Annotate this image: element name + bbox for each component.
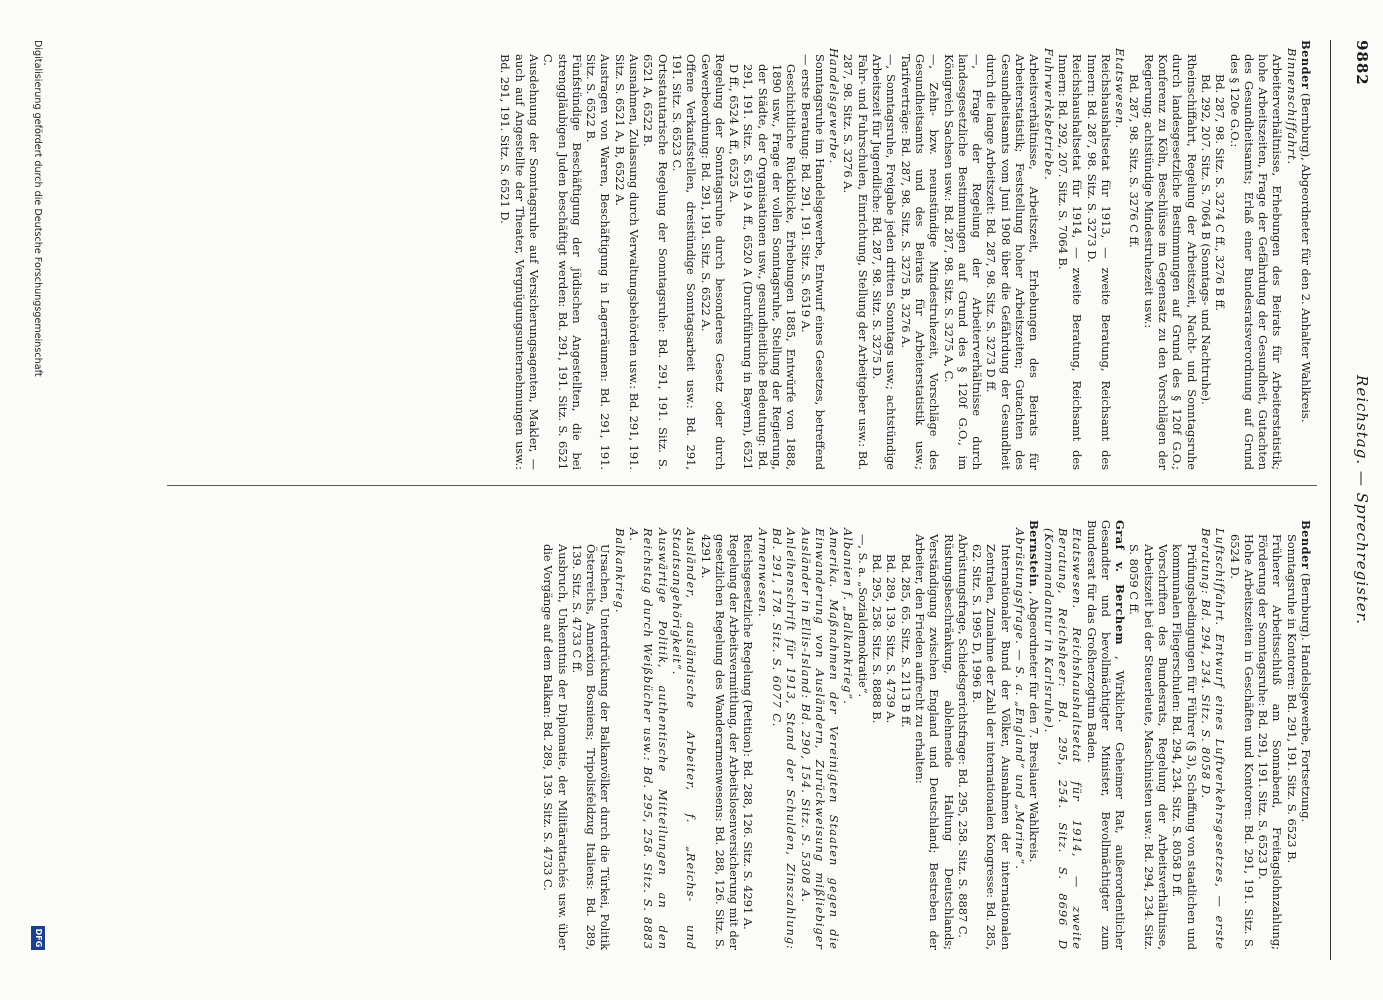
left-column [83,40,1313,470]
index-entry [541,40,584,470]
index-entry [984,40,1041,470]
entry-text: Austragen von Waren, Beschäftigung in Lagerräumen: Bd. 291, 191. Sitz. S. 6522 B. [584,54,613,470]
index-entry [741,520,755,950]
index-entry [1127,520,1170,950]
subject-heading [627,520,670,950]
entry-text: Reichsgesetzliche Regelung (Petition): Bd. 288, 126. Sitz. S. 4291 A. [741,534,756,930]
entry-heading [1027,520,1041,950]
entry-text: Abrüstungsfrage, Schiedsgerichtsfrage: Bd. 295, 258. Sitz. S. 8887 C. [955,534,970,938]
entry-text: Ausdehnung der Sonntagsruhe auf Versicherungsagenten, Makler, — auch auf Angestellte der Theater, Vergnügungsunternehmungen usw.: Bd. 291, 191. Sitz. S. 6521 D. [498,54,541,470]
index-entry [698,520,741,950]
entry-text: Binnenschiffahrt. [1284,48,1299,166]
index-entry [898,520,912,950]
entry-text: Handelsgewerbe. [827,48,842,165]
dfg-logo: DFG [31,926,45,950]
entry-text: —, S. a. „Sozialdemokratie“. [855,534,870,698]
subject-heading [770,520,799,950]
subject-heading [1113,40,1127,470]
index-entry [1227,40,1284,470]
index-entry [1056,40,1085,470]
subject-heading [670,520,699,950]
entry-text: Anleihenschrift für 1913, Stand der Schulden, Zinszahlung: Bd. 291, 178. Sitz. S. 6077 C. [770,528,799,950]
entry-text: Bd. 285, 65. Sitz. S. 2113 B ff. [898,554,913,728]
entry-text: Rheinschiffahrt, Regelung der Arbeitszeit, Nacht- und Sonntagsruhe durch landesgesetzliche Bestimmungen auf Grund des § 120f G.O.; Konferenz zu Köln, Beschlüsse im Gegensatz zu den Vorschlägen der Regierung; achtstündige Mindestruhezeit usw.: [1141,54,1199,470]
running-title: Reichstag. — Sprechregister. [1353,375,1371,625]
entry-text: Regelung der Arbeitsvermittlung, der Arbeitslosenversicherung mit der gesetzlichen Regelung des Wanderarmenwesens: Bd. 288, 126. Sitz. S. 4291 A. [698,534,742,950]
index-entry [612,40,641,470]
subject-heading [1013,520,1027,950]
entry-text: —, Zehn- bzw. neunstündige Mindestruhezeit, Vorschläge des Gesundheitsamts und des Beirats für Arbeiterstatistik usw.; Tarifverträge: Bd. 287, 98. Sitz. S. 3275 B, 3276 A. [898,54,942,470]
entry-text: Sonntagsruhe im Handelsgewerbe, Entwurf eines Gesetzes, betreffend — erste Beratung: Bd. 291, 191. Sitz. S. 6519 A. [798,54,827,470]
entry-text: Rüstungsbeschränkung, ablehnende Haltung Deutschlands; Verständigung zwischen England und Deutschland; Bestreben der Arbeiter, den Frieden aufrecht zu erhalten: [912,534,956,950]
entry-text: Balkankrieg. [612,528,627,614]
subject-heading [1199,520,1228,950]
index-entry [1127,40,1141,470]
index-entry [884,520,898,950]
speaker-name: Graf v. Berchem [1113,520,1128,646]
subject-heading [841,520,855,950]
entry-text: Albanien f. „Balkankrieg“. [841,528,856,705]
subject-heading [1284,40,1298,470]
speaker-name: Bender [1299,520,1313,570]
entry-heading [1299,520,1313,950]
entry-text: Ausnahmen, Zulassung durch Verwaltungsbehörden usw.: Bd. 291, 191. Sitz. S. 6521 A, B, 6522 A. [612,54,642,470]
entry-text: Hohe Arbeitszeiten in Geschäften und Kontoren: Bd. 291, 191. Sitz. S. 6524 D. [1227,534,1256,950]
entry-text: (Bernburg). Handelsgewerbe, Fortsetzung. [1299,573,1313,823]
entry-text: —, Sonntagsruhe, Freigabe jeden dritten Sonntags usw.; achtstündige Arbeitszeit für Jugendliche: Bd. 287, 98. Sitz. S. 3275 D. [870,54,899,470]
index-entry [541,520,570,950]
entry-text: Ausländer, ausländische Arbeiter, f. „Reichs- und Staatsangehörigkeit“. [669,528,699,950]
index-entry [1256,520,1285,950]
entry-text: Auswärtige Politik, authentische Mitteilungen an den Reichstag durch Weißbücher usw.: Bd. 295, 258. Sitz. S. 8883 A. [627,528,670,950]
index-entry [913,520,956,950]
entry-text: —, Frage der Regelung der Arbeiterverhältnisse durch landesgesetzliche Bestimmungen auf Grund des § 120f G.O., im Königreich Sachsen usw.: Bd. 287, 98. Sitz. S. 3275 A, C. [941,54,985,470]
subject-heading [1041,520,1084,950]
index-entry [870,520,884,950]
entry-text: Reichshaushaltsetat für 1914, — zweite Beratung, Reichsamt des Innern: Bd. 292, 207. Sitz. S. 7064 B. [1055,54,1085,470]
entry-text: Bd. 295, 258. Sitz. S. 8888 B. [870,554,885,724]
entry-text: Fuhrwerksbetriebe. [1041,48,1056,181]
right-column [83,520,1313,950]
index-entry [870,40,899,470]
page-number: 9882 [1353,40,1371,86]
header-rule [1330,40,1331,960]
speaker-name: Bender [1299,40,1313,90]
entry-text: Etatswesen. Reichshaushaltsetat für 1914, — zweite Beratung, Reichsheer: Bd. 295, 254. Sitz. S. 8696 D (Kommandantur in Karlsruhe). [1041,528,1085,950]
page-footer [21,40,43,960]
index-entry [1170,520,1199,950]
index-entry [898,40,941,470]
entry-text: Sonntagsruhe in Kontoren: Bd. 291, 191. Sitz. S. 6523 B. [1284,534,1299,864]
index-entry [970,520,1013,950]
entry-text: Abrüstungsfrage. — S. a. „England“ und „Marine“. [1013,528,1028,870]
subject-heading [612,520,626,950]
entry-text: Etatswesen. [1113,48,1128,130]
index-entry [1141,40,1198,470]
subject-heading [755,520,769,950]
index-entry [1227,520,1256,950]
subject-heading [827,40,841,470]
column-divider [167,485,1317,486]
index-entry [641,40,670,470]
entry-text: Regelung der Sonntagsruhe durch besonderes Gesetz oder durch Gewerbeordnung: Bd. 291, 191. Sitz. S. 6522 A. [698,54,727,470]
entry-text: Prüfungsbedingungen für Führer (§ 3), Schaffung von staatlichen und kommunalen Fliegerschulen: Bd. 294, 234. Sitz. S. 8058 D ff. [1170,544,1199,950]
speaker-name: Bernstein [1027,520,1042,588]
entry-text: Bd. 287, 98. Sitz. S. 3276 C ff. [1127,74,1142,248]
entry-text: Ausbruch, Unkenntnis der Diplomatie, der Militärattachés usw. über die Vorgänge auf dem Balkan: Bd. 289, 139. Sitz. S. 4733 C. [541,544,570,950]
subject-heading [798,520,841,950]
index-entry [1199,40,1213,470]
entry-text: (Bernburg), Abgeordneter für den 2. Anhalter Wahlkreis. [1299,93,1313,423]
entry-text: , Abgeordneter für den 7. Breslauer Wahlkreis. [1027,590,1042,863]
entry-text: Reichshaushaltsetat für 1913, — zweite Beratung, Reichsamt des Innern: Bd. 287, 98. Sitz. S. 3273 D. [1084,54,1113,470]
entry-text: Luftschiffahrt. Entwurf eines Luftverkehrsgesetzes, — erste Beratung: Bd. 294, 234. Sitz. S. 8058 D. [1198,528,1228,950]
index-entry [956,520,970,950]
page-header [1345,40,1371,960]
subject-heading [1041,40,1055,470]
entry-text: Arbeiterverhältnisse, Erhebungen des Beirats für Arbeiterstatistik; hohe Arbeitszeiten, Frage der Gefährdung der Gesundheit, Gutachten des Gesundheitsamts; Erlaß einer Bundesratsverordnung auf Grund des § 120e G.O.: [1227,54,1285,470]
entry-text: , Wirklicher Geheimer Rat, außerordentlicher Gesandter und bevollmächtigter Minister, Bevollmächtigter zum Bundesrat für das Großherzogtum Baden. [1084,520,1128,951]
entry-text: Früherer Arbeitsschluß am Sonnabend, Freitagslohnzahlung; Förderung der Sonntagsruhe: Bd. 291, 191. Sitz. S. 6523 D. [1256,534,1285,950]
entry-text: Armenwesen. [755,528,770,618]
index-entry [570,520,613,950]
entry-text: Vorschriften des Bundesrats, Regelung der Arbeitsverhältnisse, Arbeitszeit bei der Steuerleute, Maschinisten usw.: Bd. 294, 234. Sitz. S. 8059 C ff. [1127,544,1171,950]
entry-text: Bd. 289, 139. Sitz. S. 4739 A. [884,554,899,724]
index-entry [1213,40,1227,470]
entry-text: Geschichtliche Rückblicke, Erhebungen 1885, Entwürfe von 1888, 1890 usw., Frage der vollen Sonntagsruhe, Stellung der Regierung, der Städte, der Organisationen usw., gesundheitliche Bedeutung: Bd. 291, 191. Sitz. S. 6519 A ff., 6520 A (Durchführung in Bayern), 6521 D ff., 6524 A ff., 6525 A. [727,64,799,470]
entry-text: Offene Verkaufsstellen, dreistündige Sonntagsarbeit usw.: Bd. 291, 191. Sitz. S. 6523 C. [669,54,699,470]
entry-text: Ursachen, Unterdrückung der Balkanvölker durch die Türkei, Politik Österreichs, Annexion Bosniens; Tripolisfeldzug Italiens: Bd. 289, 139. Sitz. S. 4733 C ff. [569,544,613,950]
entry-heading [1084,520,1127,950]
index-entry [1084,40,1113,470]
index-entry [798,40,827,470]
entry-text: Fünfstündige Beschäftigung der jüdischen Angestellten, die bei strenggläubigen Juden beschäftigt werden: Bd. 291, 191. Sitz. S. 6521 C. [541,54,584,470]
entry-text: Internationaler Bund der Völker, Ausnahmen der internationalen Zentralen, Zunahme der Zahl der internationalen Kongresse: Bd. 285, 62. Sitz. S. 1995 D, 1996 B. [970,544,1013,950]
index-entry [698,40,727,470]
index-entry [841,40,870,470]
index-entry [670,40,699,470]
index-entry [1284,520,1298,950]
entry-text: Ortsstatutarische Regelung der Sonntagsruhe: Bd. 291, 191. Sitz. S. 6521 A, 6522 B. [641,54,670,470]
entry-text: Arbeitsverhältnisse, Arbeitszeit, Erhebungen des Beirats für Arbeiterstatistik; Feststellung hoher Arbeitszeiten; Gutachten des Gesundheitsamts vom Juni 1908 über die Gefährdung der Gesundheit durch die lange Arbeitszeit: Bd. 287, 98. Sitz. S. 3273 D ff. [984,54,1042,470]
entry-text: Fahr- und Fuhrschulen, Einrichtung, Stellung der Arbeitgeber usw.: Bd. 287, 98. Sitz. S. 3276 A. [841,54,870,470]
digitization-credit: Digitalisierung gefördert durch die Deutsche Forschungsgemeinschaft [32,40,43,377]
index-entry [727,40,798,470]
index-entry [856,520,870,950]
index-entry [498,40,541,470]
entry-heading [1299,40,1313,470]
entry-text: Bd. 292, 207. Sitz. S. 7064 B (Sonntags- und Nachtruhe). [1198,74,1213,405]
entry-text: Amerika. Maßnahmen der Vereinigten Staaten gegen die Einwanderung von Ausländern, Zurückweisung mißliebiger Ausländer in Ellis-Island: Bd. 290, 154. Sitz. S. 5308 A. [798,528,842,950]
index-entry [941,40,984,470]
entry-text: Bd. 287, 98. Sitz. S. 3274 C ff., 3276 B ff. [1213,74,1228,311]
index-entry [584,40,613,470]
